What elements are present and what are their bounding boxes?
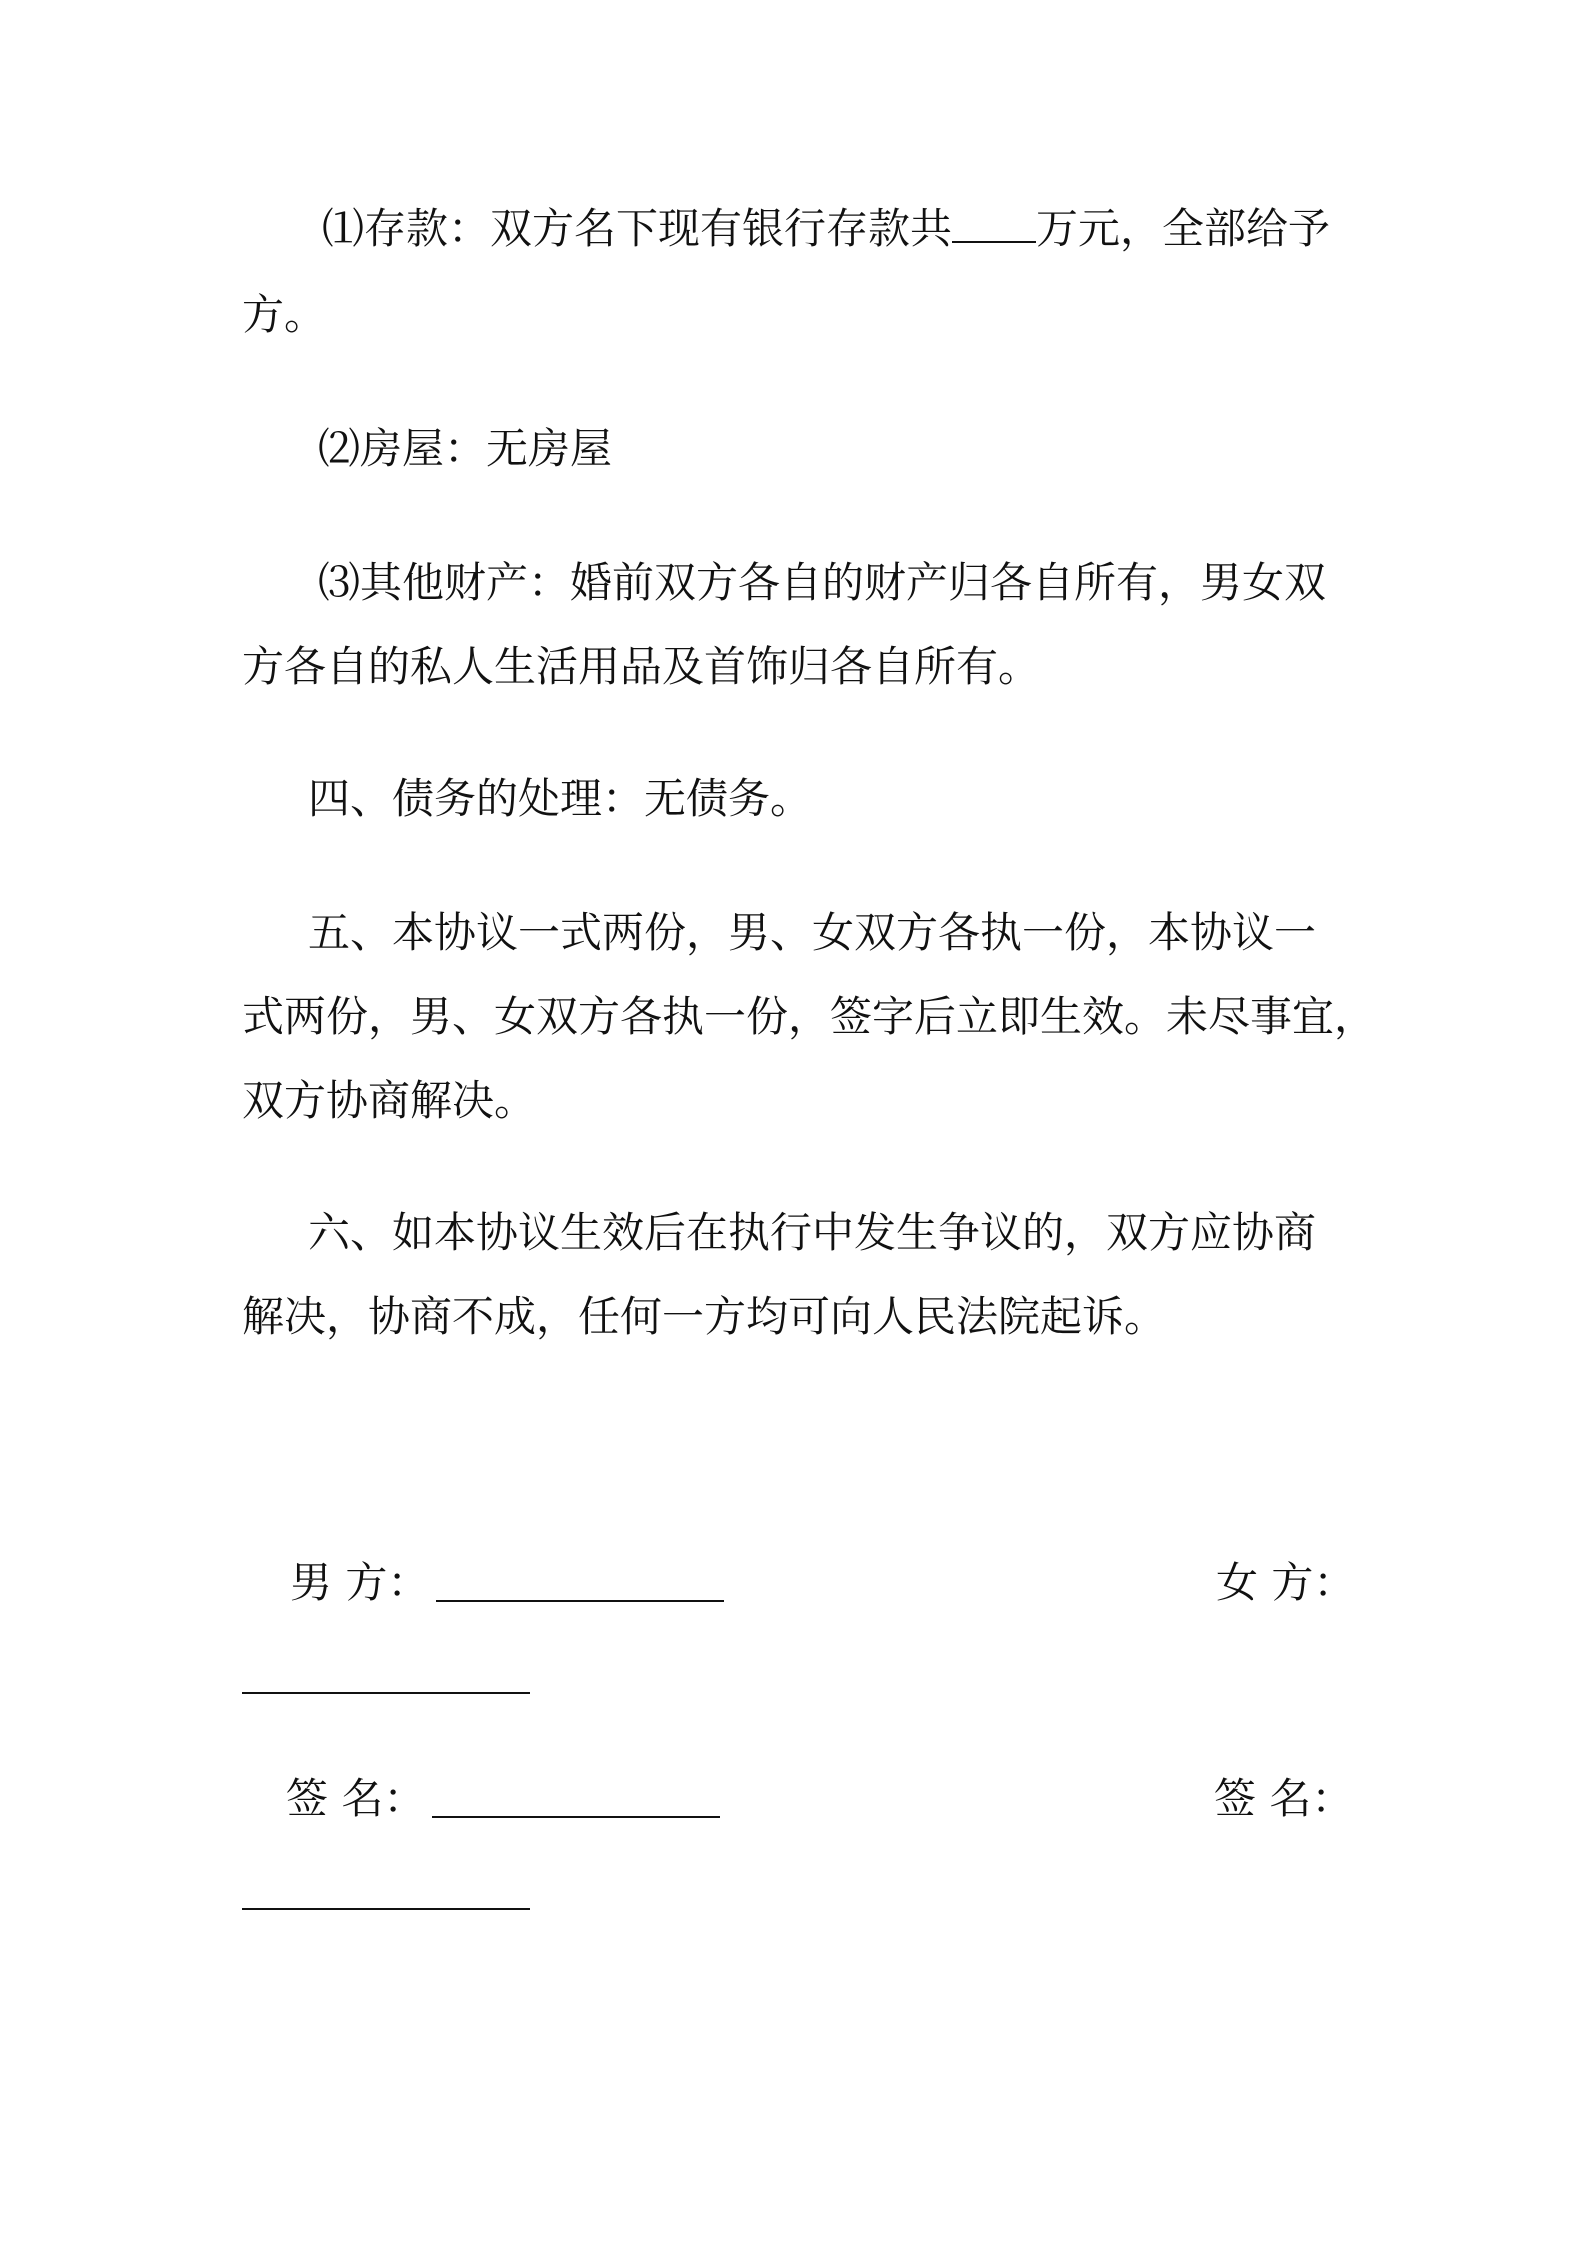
deposit-clause-line-2: 方。 <box>242 290 327 339</box>
male-signature-blank <box>432 1816 720 1818</box>
agreement-copies-clause-line-1: 五、本协议一式两份，男、女双方各执一份，本协议一 <box>308 908 1317 957</box>
female-party-label: 女 方： <box>1216 1558 1356 1607</box>
male-party-label: 男 方： <box>290 1558 430 1607</box>
deposit-clause-text-before: ⑴存款：双方名下现有银行存款共 <box>322 204 953 253</box>
deposit-clause-text-after: 万元，全部给予 <box>1036 204 1331 253</box>
male-party-blank <box>436 1600 724 1602</box>
other-property-clause-line-2: 方各自的私人生活用品及首饰归各自所有。 <box>242 642 1041 691</box>
female-signature-blank <box>242 1908 530 1910</box>
deposit-clause-line-1 <box>322 204 1331 253</box>
debt-clause: 四、债务的处理：无债务。 <box>308 774 813 823</box>
agreement-copies-clause-line-3: 双方协商解决。 <box>242 1076 537 1125</box>
house-clause: ⑵房屋：无房屋 <box>318 424 613 473</box>
male-signature-label: 签 名： <box>286 1774 426 1823</box>
female-signature-label: 签 名： <box>1214 1774 1354 1823</box>
dispute-clause-line-2: 解决，协商不成，任何一方均可向人民法院起诉。 <box>242 1292 1167 1341</box>
other-property-clause-line-1: ⑶其他财产：婚前双方各自的财产归各自所有，男女双 <box>318 558 1327 607</box>
agreement-copies-clause-line-2: 式两份，男、女双方各执一份，签字后立即生效。未尽事宜， <box>242 992 1377 1041</box>
dispute-clause-line-1: 六、如本协议生效后在执行中发生争议的，双方应协商 <box>308 1208 1317 1257</box>
female-party-blank <box>242 1692 530 1694</box>
deposit-amount-blank <box>952 211 1036 243</box>
